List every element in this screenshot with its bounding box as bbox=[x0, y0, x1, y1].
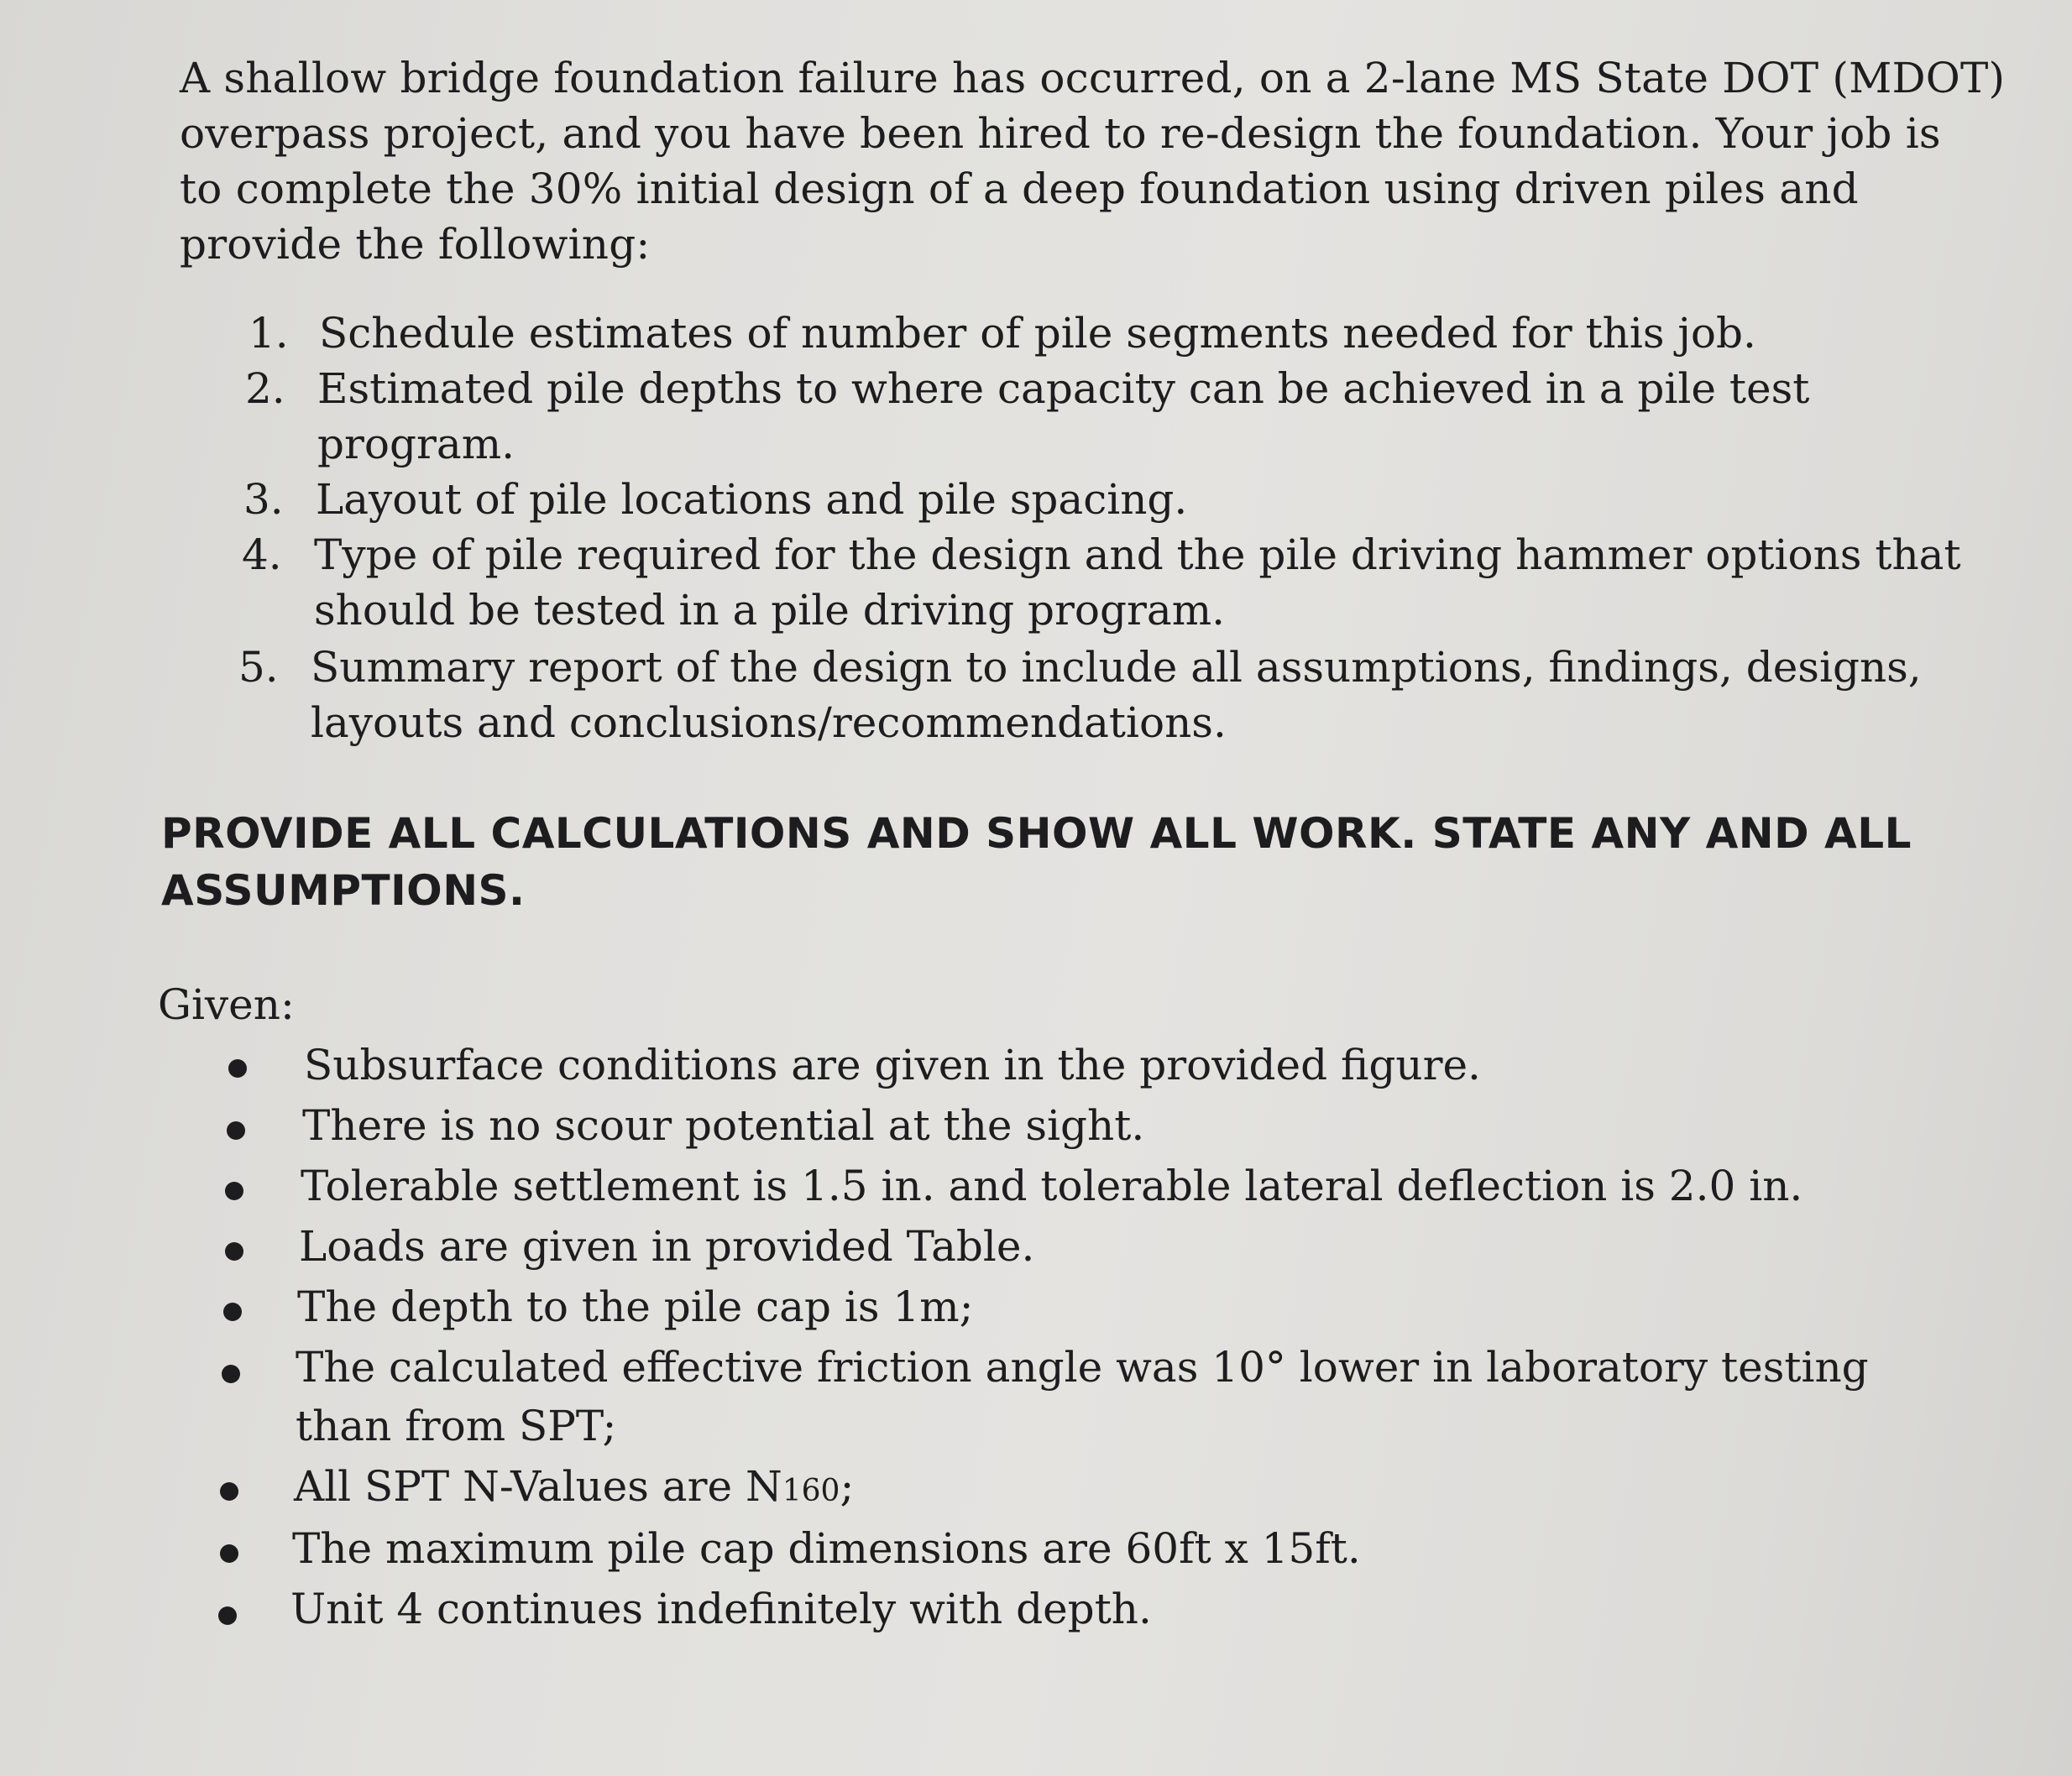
task-text-continued: should be tested in a pile driving program. bbox=[314, 586, 1226, 635]
task-number: 3. bbox=[243, 475, 284, 524]
intro-line-3: to complete the 30% initial design of a deep foundation using driven piles and bbox=[180, 165, 1859, 213]
given-item: Unit 4 continues indefinitely with depth. bbox=[290, 1585, 1152, 1633]
instruction-line-1: PROVIDE ALL CALCULATIONS AND SHOW ALL WORK. STATE ANY AND ALL bbox=[161, 809, 1912, 858]
given-item: The depth to the pile cap is 1m; bbox=[297, 1282, 974, 1331]
given-item-text: All SPT N-Values are N bbox=[294, 1462, 782, 1511]
intro-line-1: A shallow bridge foundation failure has occurred, on a 2-lane MS State DOT (MDOT) bbox=[180, 54, 2006, 102]
given-item: The calculated effective friction angle was 10° lower in laboratory testing bbox=[296, 1343, 1869, 1392]
bullet-icon bbox=[225, 1182, 243, 1200]
given-item: There is no scour potential at the sight. bbox=[302, 1101, 1145, 1150]
bullet-icon bbox=[225, 1242, 243, 1261]
given-item: Tolerable settlement is 1.5 in. and tolerable lateral deflection is 2.0 in. bbox=[301, 1162, 1803, 1210]
given-heading: Given: bbox=[158, 980, 295, 1029]
given-item bbox=[294, 1462, 855, 1511]
task-number: 2. bbox=[245, 364, 285, 413]
n160-subscript: 160 bbox=[782, 1474, 840, 1508]
intro-line-2: overpass project, and you have been hired to re-design the foundation. Your job is bbox=[180, 109, 1941, 158]
task-number: 4. bbox=[242, 530, 282, 579]
given-item-continued: than from SPT; bbox=[296, 1402, 617, 1450]
task-text: Estimated pile depths to where capacity can be achieved in a pile test bbox=[317, 364, 1810, 413]
given-item-tail: ; bbox=[840, 1462, 855, 1511]
task-text: Summary report of the design to include all assumptions, findings, designs, bbox=[311, 643, 1922, 692]
task-number: 1. bbox=[249, 309, 289, 358]
instruction-line-2: ASSUMPTIONS. bbox=[161, 866, 526, 915]
intro-line-4: provide the following: bbox=[180, 220, 651, 269]
bullet-icon bbox=[223, 1303, 242, 1321]
bullet-icon bbox=[228, 1059, 247, 1078]
given-item: The maximum pile cap dimensions are 60ft x 15ft. bbox=[292, 1524, 1361, 1573]
given-item: Subsurface conditions are given in the provided figure. bbox=[304, 1041, 1481, 1089]
bullet-icon bbox=[220, 1482, 238, 1501]
task-text: Schedule estimates of number of pile segments needed for this job. bbox=[319, 309, 1756, 358]
task-text: Type of pile required for the design and the pile driving hammer options that bbox=[314, 530, 1961, 579]
bullet-icon bbox=[222, 1365, 240, 1383]
bullet-icon bbox=[220, 1544, 238, 1563]
given-item: Loads are given in provided Table. bbox=[299, 1222, 1035, 1271]
task-text-continued: layouts and conclusions/recommendations. bbox=[311, 698, 1227, 747]
bullet-icon bbox=[218, 1606, 237, 1625]
task-text-continued: program. bbox=[317, 420, 515, 468]
bullet-icon bbox=[227, 1121, 245, 1140]
task-number: 5. bbox=[238, 643, 279, 692]
task-text: Layout of pile locations and pile spacing. bbox=[316, 475, 1188, 524]
